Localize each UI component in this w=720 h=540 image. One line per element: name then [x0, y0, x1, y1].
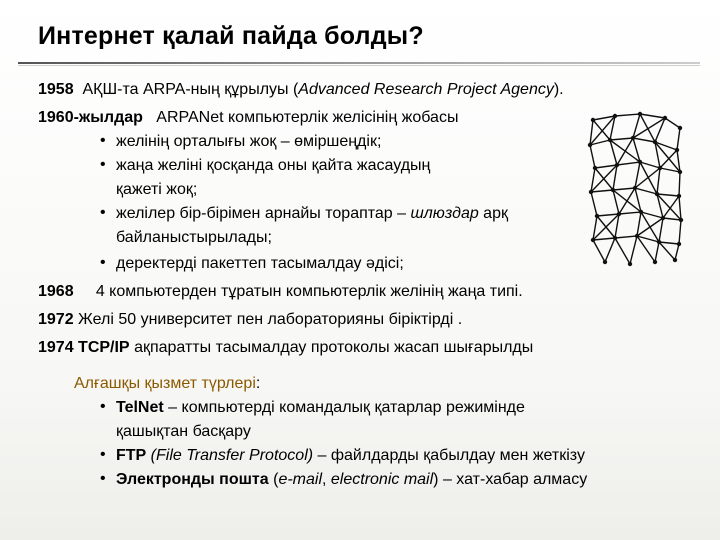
mesh-link — [640, 114, 665, 118]
mesh-link — [679, 196, 681, 220]
page-title: Интернет қалай пайда болды? — [38, 22, 424, 50]
bullet-glyph: • — [100, 254, 106, 271]
history-1972: 1972 Желі 50 университет пен лабораторияны біріктірді . — [38, 311, 463, 328]
mesh-node — [657, 240, 661, 244]
year-label: 1974 TCP/IP — [38, 339, 130, 356]
mesh-node — [658, 166, 662, 170]
mesh-link — [665, 118, 680, 128]
mesh-link — [657, 168, 660, 194]
mesh-link — [591, 190, 613, 192]
mesh-node — [633, 186, 637, 190]
service-telnet-cont: қашықтан басқару — [116, 423, 251, 440]
year-label: 1972 — [38, 311, 74, 328]
mesh-node — [653, 260, 657, 264]
mesh-node — [655, 192, 659, 196]
mesh-node — [595, 214, 599, 218]
mesh-link — [591, 192, 597, 216]
title-divider — [18, 62, 700, 64]
service-ftp: FTP (File Transfer Protocol) – файлдарды қабылдау мен жеткізу — [116, 447, 585, 464]
mesh-link — [659, 242, 679, 244]
mesh-node — [631, 136, 635, 140]
mesh-link — [619, 188, 635, 214]
service-email: Электронды пошта (e-mail, electronic mail) – хат-хабар алмасу — [116, 471, 588, 488]
mesh-network-icon — [585, 110, 685, 270]
mesh-node — [617, 212, 621, 216]
mesh-node — [613, 236, 617, 240]
mesh-node — [638, 112, 642, 116]
bullet-item: деректерді пакеттеп тасымалдау әдісі; — [116, 255, 404, 272]
mesh-link — [617, 162, 640, 165]
mesh-link — [679, 172, 680, 196]
mesh-link — [677, 128, 680, 150]
mesh-link — [597, 214, 619, 216]
mesh-link — [605, 238, 615, 262]
mesh-node — [679, 218, 683, 222]
bullet-item-cont: қажеті жоқ; — [116, 181, 198, 198]
mesh-link — [655, 242, 659, 262]
mesh-link — [630, 236, 637, 264]
mesh-link — [633, 138, 655, 142]
mesh-link — [663, 218, 681, 220]
history-1960s: 1960-жылдар ARPANet компьютерлік желісінің жобасы — [38, 109, 459, 126]
mesh-node — [675, 148, 679, 152]
mesh-node — [678, 126, 682, 130]
mesh-link — [657, 194, 679, 196]
mesh-node — [593, 166, 597, 170]
services-heading: Алғашқы қызмет түрлері: — [74, 375, 261, 392]
mesh-node — [677, 242, 681, 246]
mesh-link — [613, 188, 635, 190]
mesh-link — [590, 145, 595, 168]
mesh-node — [661, 216, 665, 220]
mesh-node — [653, 140, 657, 144]
mesh-link — [659, 218, 663, 242]
mesh-node — [591, 238, 595, 242]
bullet-item: желінің орталығы жоқ – өміршеңдік; — [116, 133, 382, 150]
mesh-link — [637, 212, 641, 236]
mesh-node — [589, 190, 593, 194]
year-label: 1960-жылдар — [38, 109, 143, 126]
bullet-item: желілер бір-бірімен арнайы тораптар – шлюздар арқ — [116, 205, 508, 222]
mesh-node — [628, 262, 632, 266]
history-1958: 1958 АҚШ-та ARPA-ның құрылуы (Advanced Research Project Agency). — [38, 81, 564, 98]
bullet-item: жаңа желіні қосқанда оны қайта жасаудың — [116, 157, 431, 174]
mesh-link — [610, 138, 633, 140]
year-label: 1968 — [38, 283, 74, 300]
mesh-node — [678, 170, 682, 174]
mesh-link — [593, 240, 605, 262]
title-divider-shadow — [18, 65, 700, 66]
mesh-link — [615, 238, 630, 264]
service-telnet: TelNet – компьютерді командалық қатарлар режимінде — [116, 399, 525, 416]
mesh-link — [615, 236, 637, 238]
mesh-node — [588, 143, 592, 147]
mesh-node — [638, 160, 642, 164]
bullet-glyph: • — [100, 132, 106, 149]
mesh-node — [677, 194, 681, 198]
mesh-node — [613, 114, 617, 118]
mesh-node — [608, 138, 612, 142]
mesh-node — [639, 210, 643, 214]
bullet-glyph: • — [100, 156, 106, 173]
mesh-link — [615, 114, 640, 116]
bullet-item-cont: байланыстырылады; — [116, 229, 272, 246]
mesh-node — [673, 258, 677, 262]
mesh-link — [619, 212, 641, 214]
mesh-link — [659, 242, 675, 260]
bullet-glyph: • — [100, 446, 106, 463]
mesh-link — [617, 138, 633, 165]
mesh-node — [663, 116, 667, 120]
bullet-glyph: • — [100, 470, 106, 487]
mesh-link — [679, 220, 681, 244]
mesh-node — [635, 234, 639, 238]
mesh-link — [593, 238, 615, 240]
mesh-link — [675, 244, 679, 260]
bullet-glyph: • — [100, 204, 106, 221]
mesh-link — [593, 120, 610, 140]
mesh-node — [611, 188, 615, 192]
year-label: 1958 — [38, 81, 74, 98]
history-1968: 1968 4 компьютерден тұратын компьютерлік желінің жаңа типі. — [38, 283, 523, 300]
bullet-glyph: • — [100, 398, 106, 415]
mesh-link — [640, 114, 655, 142]
mesh-node — [615, 163, 619, 167]
mesh-link — [637, 218, 663, 236]
mesh-node — [603, 260, 607, 264]
mesh-node — [591, 118, 595, 122]
history-1974: 1974 TCP/IP ақпаратты тасымалдау протоколы жасап шығарылды — [38, 339, 534, 356]
